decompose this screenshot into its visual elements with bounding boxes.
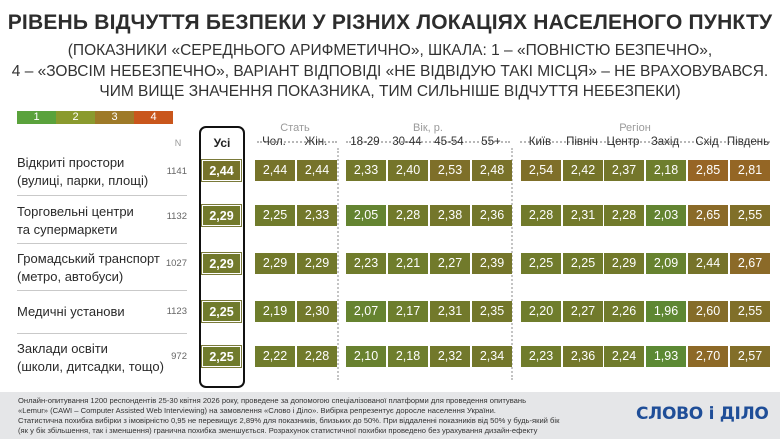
scale-legend [17,111,173,124]
group-sex-label: Стать [280,122,310,134]
value-cell: 2,20 [521,301,561,322]
row-n-transport: 1027 [165,258,187,269]
value-cell: 2,28 [388,205,428,226]
separator-sex-age [337,148,339,380]
total-value-cell: 2,25 [202,301,241,322]
scale-1: 1 [17,111,56,124]
value-cell: 2,18 [388,346,428,367]
value-cell: 2,36 [472,205,512,226]
value-cell: 2,60 [688,301,728,322]
value-cell: 2,55 [730,301,770,322]
value-cell: 2,67 [730,253,770,274]
total-value-cell: 2,44 [202,160,241,181]
col-header-west: Захід [650,136,680,148]
value-cell: 2,34 [472,346,512,367]
row-n-education: 972 [171,351,187,362]
col-header-north: Північ [566,136,598,148]
value-cell: 2,55 [730,205,770,226]
value-cell: 2,29 [255,253,295,274]
col-header-55plus: 55+ [481,136,501,148]
value-cell: 2,26 [604,301,644,322]
col-header-south: Південь [726,136,770,148]
value-cell: 2,70 [688,346,728,367]
value-cell: 2,54 [521,160,561,181]
col-header-45-54: 45-54 [434,136,464,148]
group-region-label: Регіон [619,122,651,134]
page-title: РІВЕНЬ ВІДЧУТТЯ БЕЗПЕКИ У РІЗНИХ ЛОКАЦІЯХ НАСЕЛЕНОГО ПУНКТУ [7,11,773,34]
scale-2: 2 [56,111,95,124]
value-cell: 1,96 [646,301,686,322]
value-cell: 1,93 [646,346,686,367]
value-cell: 2,48 [472,160,512,181]
col-header-east: Схід [695,136,719,148]
value-cell: 2,17 [388,301,428,322]
row-n-medical: 1123 [166,306,187,317]
value-cell: 2,53 [430,160,470,181]
row-separator [17,290,187,291]
col-header-18-29: 18-29 [350,136,380,148]
value-cell: 2,25 [255,205,295,226]
value-cell: 2,21 [388,253,428,274]
value-cell: 2,25 [521,253,561,274]
total-value-cell: 2,29 [202,205,241,226]
value-cell: 2,37 [604,160,644,181]
row-label-open-spaces: Відкриті простори (вулиці, парки, площі) [17,155,149,188]
col-header-30-44: 30-44 [392,136,422,148]
value-cell: 2,30 [297,301,337,322]
value-cell: 2,33 [346,160,386,181]
value-cell: 2,29 [604,253,644,274]
row-label-medical: Медичні установи [17,304,125,319]
value-cell: 2,57 [730,346,770,367]
scale-3: 3 [95,111,134,124]
col-header-kyiv: Київ [528,136,552,148]
value-cell: 2,36 [563,346,603,367]
subtitle-line-3: ЧИМ ВИЩЕ ЗНАЧЕННЯ ПОКАЗНИКА, ТИМ СИЛЬНІШЕ ВІДЧУТТЯ НЕБЕЗПЕКИ) [99,83,681,100]
row-n-open-spaces: 1141 [166,166,187,177]
value-cell: 2,28 [604,205,644,226]
value-cell: 2,19 [255,301,295,322]
value-cell: 2,31 [563,205,603,226]
value-cell: 2,10 [346,346,386,367]
total-value-cell: 2,25 [202,346,241,367]
value-cell: 2,29 [297,253,337,274]
row-label-transport: Громадський транспорт (метро, автобуси) [17,251,160,284]
n-header: N [174,138,182,148]
total-value-cell: 2,29 [202,253,241,274]
value-cell: 2,35 [472,301,512,322]
value-cell: 2,38 [430,205,470,226]
subtitle-line-2: 4 – «ЗОВСІМ НЕБЕЗПЕЧНО», ВАРІАНТ ВІДПОВІДІ «НЕ ВІДВІДУЮ ТАКІ МІСЦЯ» – НЕ ВРАХОВУВАВСЯ. [11,63,769,80]
value-cell: 2,03 [646,205,686,226]
value-cell: 2,31 [430,301,470,322]
value-cell: 2,40 [388,160,428,181]
value-cell: 2,27 [563,301,603,322]
col-header-female: Жін. [304,136,328,148]
value-cell: 2,44 [688,253,728,274]
value-cell: 2,07 [346,301,386,322]
value-cell: 2,09 [646,253,686,274]
value-cell: 2,65 [688,205,728,226]
methodology-note: Онлайн-опитування 1200 респондентів 25-30 квітня 2026 року, проведене за допомогою спеціалізованої платформи для проведення опитувань «Lemur» (CAWI – Computer Assisted Web Interviewing) на замовлення «Слово і Діло». Вибірка репрезентує доросле населення України. Статистична похибка вибірки з імовірністю 0,95 не перевищує 2,89% для показників, близьких до 50%. При віддаленні показників від 50% у будь-який бік (як у бік збільшення, так і зменшення) гранична похибка зменшується. Розрахунок статистичної похибки проведено без урахування дизайн-ефекту [18,396,560,435]
value-cell: 2,28 [297,346,337,367]
col-header-center: Центр [606,136,640,148]
value-cell: 2,23 [346,253,386,274]
value-cell: 2,24 [604,346,644,367]
row-n-malls: 1132 [166,211,187,222]
value-cell: 2,33 [297,205,337,226]
value-cell: 2,27 [430,253,470,274]
value-cell: 2,23 [521,346,561,367]
row-separator [17,333,187,334]
row-label-malls: Торговельні центри та супермаркети [17,204,134,237]
value-cell: 2,81 [730,160,770,181]
col-header-male: Чол. [262,136,286,148]
row-label-education: Заклади освіти (школи, дитсадки, тощо) [17,341,164,374]
brand-logo: СЛОВО і ДІЛО [636,404,769,424]
value-cell: 2,22 [255,346,295,367]
value-cell: 2,28 [521,205,561,226]
value-cell: 2,44 [255,160,295,181]
scale-4: 4 [134,111,173,124]
value-cell: 2,39 [472,253,512,274]
row-separator [17,243,187,244]
group-age-label: Вік, р. [413,122,443,134]
value-cell: 2,25 [563,253,603,274]
value-cell: 2,05 [346,205,386,226]
value-cell: 2,18 [646,160,686,181]
subtitle-line-1: (ПОКАЗНИКИ «СЕРЕДНЬОГО АРИФМЕТИЧНО», ШКАЛА: 1 – «ПОВНІСТЮ БЕЗПЕЧНО», [67,42,713,59]
value-cell: 2,32 [430,346,470,367]
value-cell: 2,85 [688,160,728,181]
col-header-all: Усі [213,136,231,150]
value-cell: 2,44 [297,160,337,181]
row-separator [17,195,187,196]
value-cell: 2,42 [563,160,603,181]
